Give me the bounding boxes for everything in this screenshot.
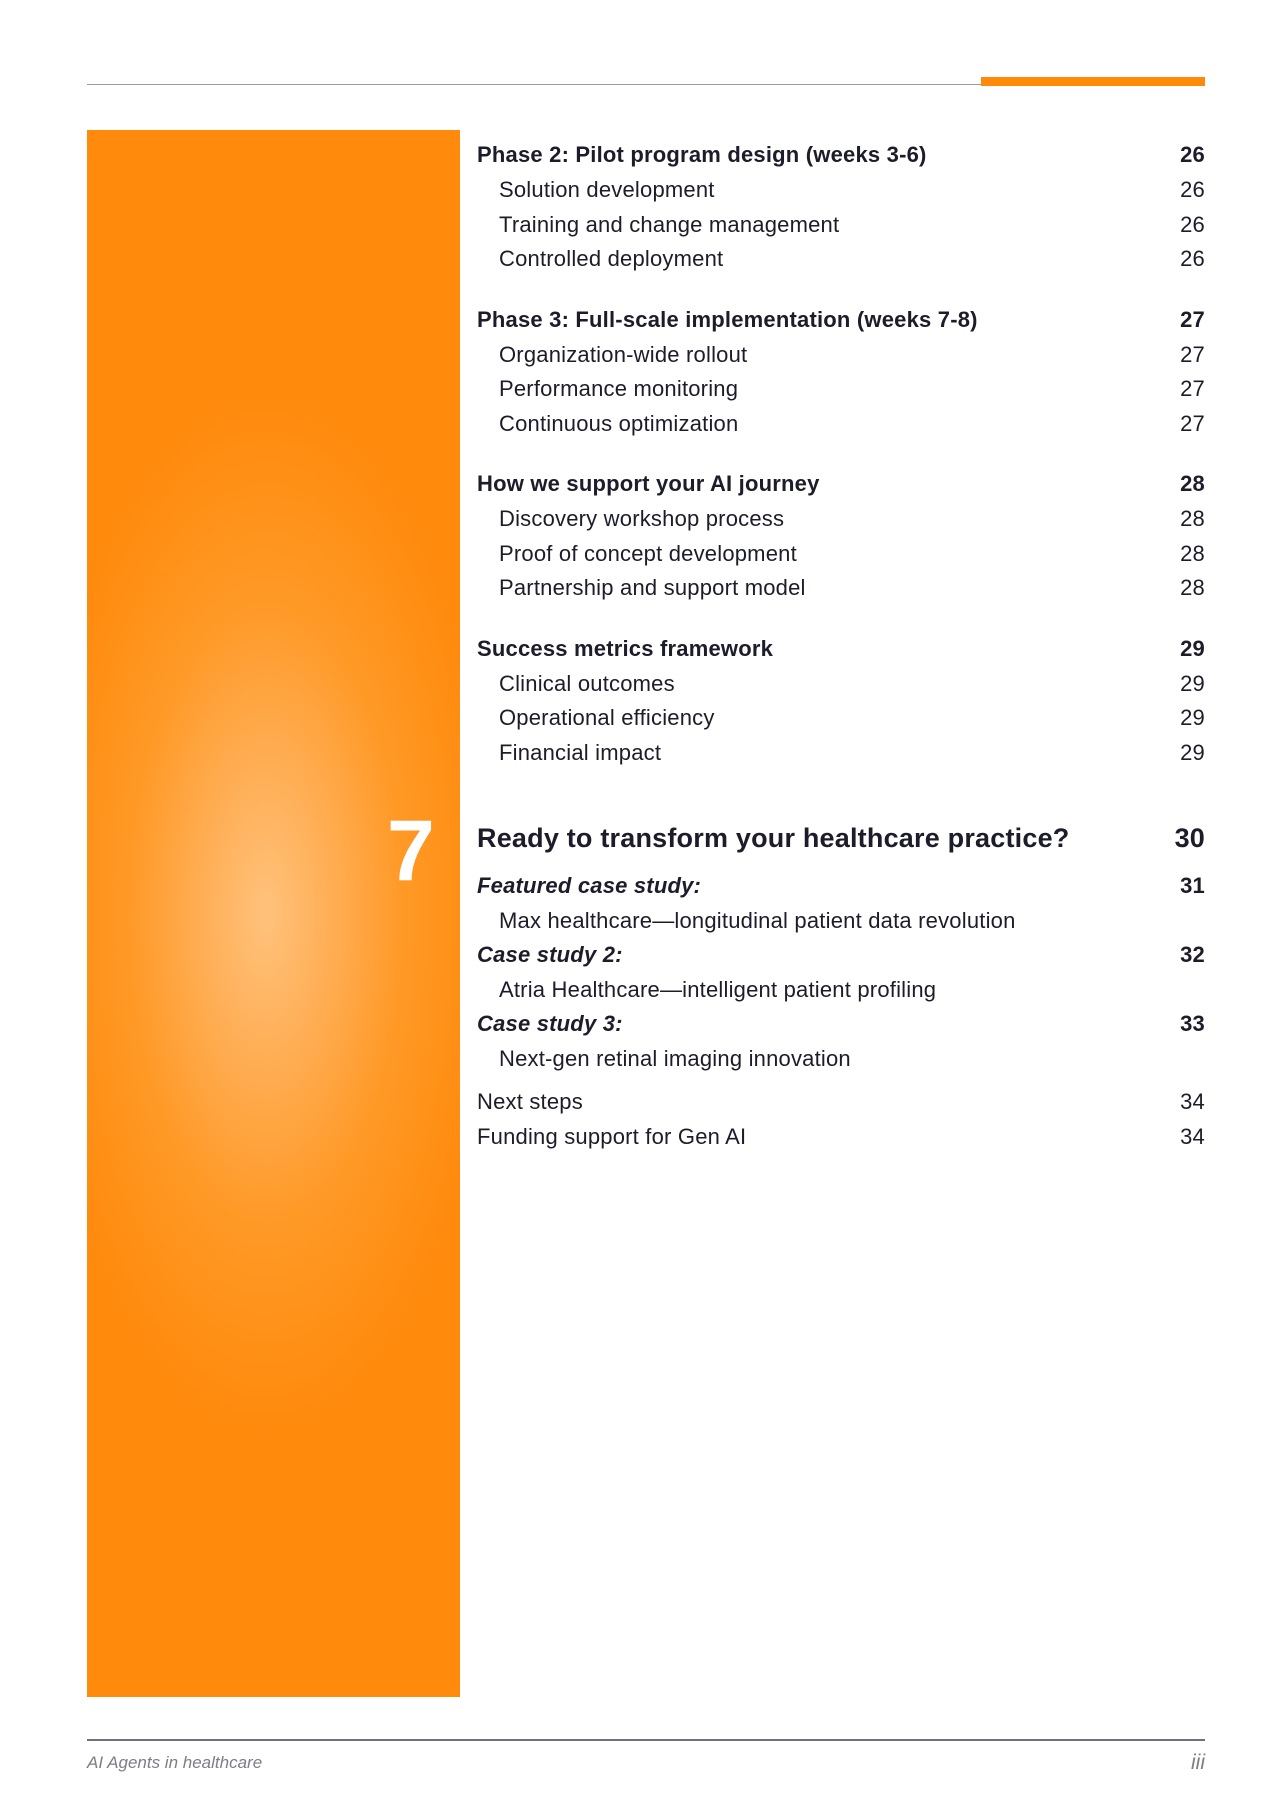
toc-item[interactable] <box>477 504 1205 534</box>
toc-item[interactable] <box>477 175 1205 205</box>
toc-page-number: 29 <box>1180 671 1205 696</box>
toc-item-title: Financial impact <box>499 740 662 765</box>
toc-item-title: Continuous optimization <box>499 411 739 436</box>
toc-item-title: Training and change management <box>499 212 840 237</box>
toc-page-number: 27 <box>1180 411 1205 436</box>
toc-item[interactable] <box>477 669 1205 699</box>
toc-page-number: 28 <box>1180 541 1205 566</box>
toc-page-number: 28 <box>1180 471 1205 496</box>
toc-case-study-heading[interactable] <box>477 1009 1205 1039</box>
toc-item[interactable] <box>477 210 1205 240</box>
toc-case-study-title: Case study 2: <box>477 942 623 967</box>
toc-item-title: Discovery workshop process <box>499 506 785 531</box>
toc-page-number: 29 <box>1180 636 1205 661</box>
toc-heading-ai-journey[interactable] <box>477 469 1205 499</box>
toc-heading-title: Phase 2: Pilot program design (weeks 3-6) <box>477 142 927 167</box>
toc-heading-phase-2[interactable] <box>477 140 1205 170</box>
toc-item[interactable] <box>477 573 1205 603</box>
toc-page-number: 26 <box>1180 142 1205 167</box>
toc-page-number: 27 <box>1180 307 1205 332</box>
section-side-panel <box>87 130 460 1697</box>
toc-heading-title: Success metrics framework <box>477 636 774 661</box>
toc-item[interactable] <box>477 340 1205 370</box>
toc-item[interactable] <box>477 703 1205 733</box>
toc-page-number: 27 <box>1180 376 1205 401</box>
toc-item-title: Proof of concept development <box>499 541 797 566</box>
toc-item[interactable] <box>477 738 1205 768</box>
toc-item[interactable] <box>477 409 1205 439</box>
toc-page-number: 28 <box>1180 575 1205 600</box>
toc-case-study-title: Featured case study: <box>477 873 702 898</box>
toc-item-title: Next-gen retinal imaging innovation <box>499 1046 851 1071</box>
toc-item-title: Performance monitoring <box>499 376 739 401</box>
toc-item-title: Max healthcare—longitudinal patient data revolution <box>499 908 1016 933</box>
toc-page-number: 32 <box>1180 942 1205 967</box>
toc-case-study-heading[interactable] <box>477 940 1205 970</box>
toc-item-title: Organization-wide rollout <box>499 342 748 367</box>
header-accent-bar <box>981 77 1205 86</box>
toc-item-title: Solution development <box>499 177 715 202</box>
toc-item-title: Funding support for Gen AI <box>477 1124 747 1149</box>
toc-case-study-subtitle[interactable] <box>477 975 1205 1005</box>
toc-item-title: Atria Healthcare—intelligent patient profiling <box>499 977 937 1002</box>
toc-item[interactable] <box>477 244 1205 274</box>
toc-item[interactable] <box>477 539 1205 569</box>
toc-item-funding-support[interactable] <box>477 1122 1205 1152</box>
toc-case-study-subtitle[interactable] <box>477 906 1205 936</box>
toc-case-study-subtitle[interactable] <box>477 1044 1205 1074</box>
toc-page-number: 26 <box>1180 246 1205 271</box>
footer-divider <box>87 1739 1205 1741</box>
toc-heading-phase-3[interactable] <box>477 305 1205 335</box>
toc-page-number: 26 <box>1180 177 1205 202</box>
toc-item-title: Operational efficiency <box>499 705 715 730</box>
toc-item-title: Next steps <box>477 1089 583 1114</box>
toc-page-number: 26 <box>1180 212 1205 237</box>
toc-page-number: 31 <box>1180 873 1205 898</box>
toc-chapter-heading[interactable] <box>477 820 1205 856</box>
toc-item-title: Clinical outcomes <box>499 671 675 696</box>
toc-case-study-title: Case study 3: <box>477 1011 623 1036</box>
toc-chapter-title: Ready to transform your healthcare practice? <box>477 823 1070 853</box>
toc-page-number: 28 <box>1180 506 1205 531</box>
toc-page-number: 34 <box>1180 1089 1205 1114</box>
toc-page-number: 29 <box>1180 740 1205 765</box>
section-number: 7 <box>387 803 435 899</box>
toc-page-number: 30 <box>1174 823 1205 853</box>
footer-doc-title: AI Agents in healthcare <box>87 1753 263 1772</box>
toc-item-next-steps[interactable] <box>477 1087 1205 1117</box>
toc-page-number: 34 <box>1180 1124 1205 1149</box>
toc-item[interactable] <box>477 374 1205 404</box>
toc-item-title: Controlled deployment <box>499 246 724 271</box>
toc-item-title: Partnership and support model <box>499 575 806 600</box>
footer-page-number: iii <box>1191 1751 1205 1774</box>
toc-heading-title: How we support your AI journey <box>477 471 820 496</box>
toc-heading-success-metrics[interactable] <box>477 634 1205 664</box>
toc-page-number: 27 <box>1180 342 1205 367</box>
toc-heading-title: Phase 3: Full-scale implementation (weeks 7-8) <box>477 307 978 332</box>
toc-page-number: 29 <box>1180 705 1205 730</box>
toc-case-study-heading[interactable] <box>477 871 1205 901</box>
toc-page-number: 33 <box>1180 1011 1205 1036</box>
